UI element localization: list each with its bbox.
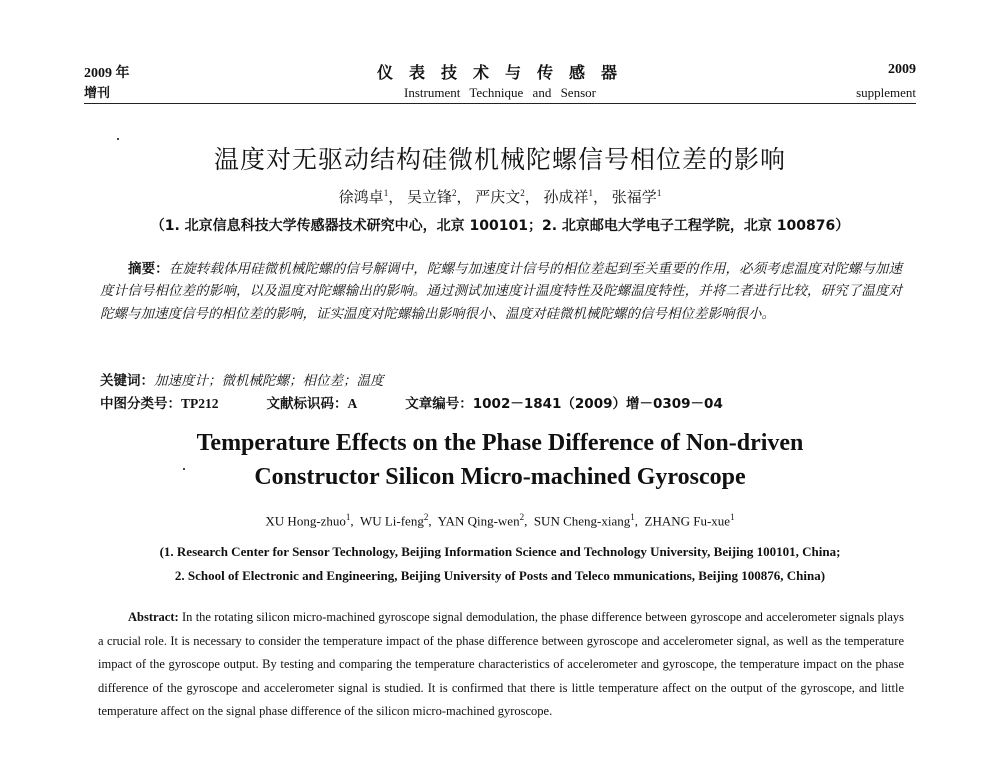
keywords-cn-label: 关键词： — [100, 373, 154, 389]
author-cn: 徐鸿卓 — [338, 190, 384, 206]
classification-line — [100, 393, 902, 415]
author-en-affil: 1 — [730, 512, 735, 522]
abstract-en-label: Abstract: — [128, 610, 179, 624]
author-en-affil: 2 — [423, 512, 429, 522]
affiliation-en-line1: (1. Research Center for Sensor Technology, Beijing Information Science and Technology University, Beijing 100101, China; — [159, 544, 841, 559]
author-en: ZHANG Fu-xue — [644, 513, 731, 529]
author-en: XU Hong-zhuo — [265, 513, 346, 529]
abstract-cn-text: 在旋转载体用硅微机械陀螺的信号解调中，陀螺与加速度计信号的相位差起到至关重要的作用，必须考虑温度对陀螺与加速度计信号相位差的影响，以及温度对陀螺输出的影响。通过测试加速度计温度特性及陀螺温度特性，并将二者进行比较，研究了温度对陀螺与加速度信号的相位差的影响，证实温度对陀螺输出影响很小、温度对硅微机械陀螺的信号相位差影响很小。 — [100, 261, 903, 321]
author-en: WU Li-feng — [359, 513, 424, 529]
header-supplement-en: supplement — [856, 85, 916, 100]
journal-title-en: Instrument Technique and Sensor — [404, 85, 596, 100]
author-cn-affil: 1 — [588, 188, 594, 198]
abstract-en — [98, 606, 904, 724]
doc-code-value: A — [347, 396, 358, 411]
author-cn: 严庆文 — [475, 190, 521, 206]
header-supplement-cn: 增刊 — [84, 86, 111, 101]
article-id-label: 文章编号： — [405, 396, 473, 412]
affiliation-en — [0, 540, 1000, 588]
affiliation-cn: （1. 北京信息科技大学传感器技术研究中心，北京 100101；2. 北京邮电大学电子工程学院，北京 100876） — [150, 218, 850, 234]
keywords-cn — [100, 370, 902, 392]
journal-title-cn: 仪 表 技 术 与 传 感 器 — [376, 65, 623, 82]
author-cn: 孙成祥 — [543, 190, 589, 206]
abstract-cn-label: 摘要： — [128, 261, 169, 277]
header-rule — [84, 103, 916, 104]
paper-title-en-line1: Temperature Effects on the Phase Difference of Non-driven — [196, 430, 804, 456]
clc-label: 中图分类号： — [100, 396, 181, 412]
author-cn: 吴立锋 — [406, 190, 452, 206]
author-cn: 张福学 — [611, 190, 657, 206]
author-cn-affil: 2 — [520, 188, 525, 198]
header-year-left: 2009 年 — [84, 66, 130, 81]
clc-value: TP212 — [181, 396, 219, 411]
abstract-cn — [100, 258, 902, 325]
author-cn-affil: 1 — [656, 188, 662, 198]
paper-title-en-line2: Constructor Silicon Micro-machined Gyroscope — [254, 464, 746, 490]
author-cn-affil: 2 — [451, 188, 457, 198]
article-id-value: 1002－1841（2009）增－0309－04 — [472, 396, 723, 412]
author-cn-affil: 1 — [383, 188, 389, 198]
authors-en: XU Hong-zhuo$^1$, WU Li-feng$^2$, YAN Qing-wen$^2$, SUN Cheng-xiang$^1$, ZHANG Fu-xue$^1$ — [265, 512, 735, 529]
authors-cn: 徐鸿卓$^1$， 吴立锋$^2$， 严庆文$^2$， 孙成祥$^1$， 张福学$^1$ — [338, 188, 662, 206]
doc-code-label: 文献标识码： — [266, 396, 348, 412]
paper-title-en — [0, 426, 1000, 494]
author-en-affil: 1 — [630, 512, 635, 522]
header-year-right: 2009 — [888, 62, 916, 77]
author-en: SUN Cheng-xiang — [533, 513, 631, 529]
abstract-en-text: In the rotating silicon micro-machined gyroscope signal demodulation, the phase difference between gyroscope and accelerometer signals plays a crucial role. It is necessary to consider the temperature impact of the phase difference between gyroscope and accelerometer signal, as well as the temperature impact of the gyroscope output. By testing and comparing the temperature characteristics of accelerometer and gyroscope, the temperature impact on the phase difference of the gyroscope and accelerometer signal is studied. It is confirmed that there is little temperature affect on the output of the gyroscope, and little temperature affect on the signal phase difference of the silicon micro-machined gyroscope. — [98, 610, 905, 719]
scan-speck — [183, 468, 185, 470]
author-en-affil: 1 — [345, 512, 351, 522]
keywords-cn-text: 加速度计；微机械陀螺；相位差；温度 — [154, 373, 384, 388]
author-en-affil: 2 — [519, 512, 525, 522]
author-en: YAN Qing-wen — [437, 513, 520, 529]
affiliation-en-line2: 2. School of Electronic and Engineering, Beijing University of Posts and Teleco mmunications, Beijing 100876, China) — [174, 568, 826, 583]
paper-title-cn: 温度对无驱动结构硅微机械陀螺信号相位差的影响 — [213, 145, 786, 174]
